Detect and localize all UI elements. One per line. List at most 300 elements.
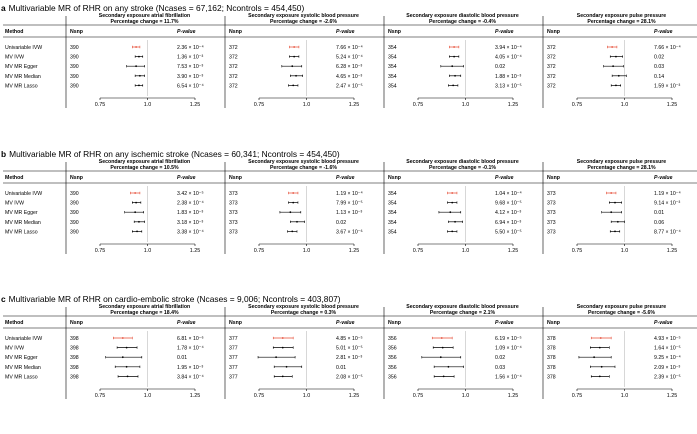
nsnp-value: 372 [547,64,556,71]
point-estimate [601,366,603,368]
x-tick-label: 1.0 [143,102,152,108]
pvalue-value: 0.02 [654,54,665,61]
subpanel-1 [66,159,204,254]
pvalue-value: 6.28 × 10⁻³ [336,64,363,71]
nsnp-value: 377 [229,364,238,371]
panel-letter: b [1,149,7,159]
subpanel-title: Secondary exposure diastolic blood pressure [406,159,519,165]
point-estimate [138,85,140,87]
subpanel-3 [384,13,522,108]
nsnp-header: Nsnp [388,29,401,35]
nsnp-header: Nsnp [229,320,242,326]
pvalue-value: 7.66 × 10⁻⁴ [336,45,363,51]
x-tick-label: 1.0 [302,393,311,399]
point-estimate [599,347,601,349]
nsnp-value: 354 [388,83,397,90]
nsnp-header: Nsnp [547,320,560,326]
subpanel-title: Secondary exposure atrial fibrillation [98,304,191,310]
nsnp-value: 354 [388,219,397,226]
pvalue-value: 2.38 × 10⁻⁴ [177,200,204,207]
nsnp-value: 390 [70,219,79,226]
x-tick-label: 0.75 [412,248,424,254]
pvalue-value: 7.99 × 10⁻⁵ [336,200,363,207]
pvalue-value: 8.77 × 10⁻⁴ [654,229,681,236]
pvalue-header: P-value [336,29,355,35]
point-estimate [292,202,294,204]
pvalue-header: P-value [177,175,196,181]
point-estimate [282,337,284,339]
percentage-change: Percentage change = 0.3% [270,310,337,316]
nsnp-header: Nsnp [229,29,242,35]
subpanel-title: Secondary exposure pulse pressure [576,159,667,165]
nsnp-value: 372 [547,73,556,80]
pvalue-value: 3.84 × 10⁻⁴ [177,374,204,381]
pvalue-value: 3.94 × 10⁻⁴ [495,45,522,51]
point-estimate [292,192,294,194]
x-tick-label: 1.25 [507,102,519,108]
nsnp-header: Nsnp [70,175,83,181]
point-estimate [615,56,617,58]
pvalue-value: 9.25 × 10⁻⁴ [654,355,681,362]
percentage-change: Percentage change = 10.5% [110,165,179,171]
nsnp-value: 372 [229,64,238,71]
point-estimate [126,347,128,349]
method-label: MV MR Median [5,364,41,371]
pvalue-value: 1.83 × 10⁻³ [177,210,204,217]
pvalue-header: P-value [177,320,196,326]
point-estimate [449,211,451,213]
pvalue-value: 0.14 [654,73,665,80]
percentage-change: Percentage change = 28.1% [587,19,656,25]
x-tick-label: 0.75 [571,102,583,108]
nsnp-value: 354 [388,54,397,61]
pvalue-value: 0.01 [177,355,188,362]
pvalue-value: 3.42 × 10⁻⁵ [177,191,204,197]
nsnp-header: Nsnp [229,175,242,181]
nsnp-value: 354 [388,45,397,51]
x-tick-label: 0.75 [94,248,106,254]
nsnp-value: 372 [547,54,556,61]
point-estimate [610,211,612,213]
x-tick-label: 0.75 [94,102,106,108]
method-label: MV MR Median [5,219,41,226]
subpanel-title: Secondary exposure pulse pressure [576,304,667,310]
method-label: MV MR Egger [5,64,38,71]
nsnp-value: 356 [388,374,397,381]
point-estimate [275,356,277,358]
percentage-change: Percentage change = -1.6% [269,165,338,171]
pvalue-header: P-value [336,320,355,326]
pvalue-value: 0.02 [495,355,506,362]
nsnp-value: 378 [547,336,556,342]
nsnp-value: 354 [388,73,397,80]
nsnp-value: 354 [388,64,397,71]
subpanel-title: Secondary exposure systolic blood pressure [248,159,359,165]
nsnp-value: 373 [547,191,556,197]
method-label: MV MR Egger [5,355,38,362]
subpanel-title: Secondary exposure diastolic blood pressure [406,304,519,310]
pvalue-value: 9.14 × 10⁻³ [654,200,681,207]
percentage-change: Percentage change = 18.4% [110,310,179,316]
nsnp-value: 390 [70,45,79,51]
method-label: MV MR Lasso [5,374,38,381]
percentage-change: Percentage change = -0.4% [428,19,497,25]
nsnp-value: 378 [547,374,556,381]
nsnp-value: 390 [70,83,79,90]
method-label: MV MR Lasso [5,229,38,236]
nsnp-header: Nsnp [547,29,560,35]
point-estimate [451,65,453,67]
nsnp-value: 377 [229,374,238,381]
subpanel-2 [225,304,363,399]
nsnp-value: 390 [70,54,79,61]
x-tick-label: 1.0 [620,248,629,254]
point-estimate [138,56,140,58]
subpanel-title: Secondary exposure systolic blood pressure [248,13,359,19]
point-estimate [454,221,456,223]
point-estimate [452,85,454,87]
pvalue-value: 0.02 [495,64,506,71]
pvalue-value: 1.36 × 10⁻³ [177,54,204,61]
x-tick-label: 0.75 [253,102,265,108]
nsnp-header: Nsnp [388,320,401,326]
pvalue-value: 1.19 × 10⁻⁴ [654,191,681,197]
pvalue-value: 1.95 × 10⁻³ [177,364,204,371]
pvalue-value: 1.59 × 10⁻³ [654,83,681,90]
pvalue-value: 3.67 × 10⁻⁶ [336,229,363,236]
pvalue-value: 2.81 × 10⁻³ [336,355,363,362]
nsnp-value: 390 [70,229,79,236]
x-tick-label: 1.25 [189,248,201,254]
nsnp-value: 398 [70,364,79,371]
point-estimate [282,347,284,349]
point-estimate [442,347,444,349]
pvalue-value: 7.53 × 10⁻³ [177,64,204,71]
pvalue-header: P-value [654,175,673,181]
x-tick-label: 1.25 [189,393,201,399]
nsnp-value: 354 [388,191,397,197]
point-estimate [453,56,455,58]
nsnp-value: 372 [229,83,238,90]
pvalue-header: P-value [336,175,355,181]
x-tick-label: 1.25 [666,393,678,399]
pvalue-header: P-value [177,29,196,35]
method-label: Univariable IVW [5,336,43,342]
panel-title [1,294,341,304]
pvalue-header: P-value [654,320,673,326]
point-estimate [599,376,601,378]
x-tick-label: 0.75 [94,393,106,399]
point-estimate [593,356,595,358]
x-tick-label: 1.0 [461,393,470,399]
method-label: Univariable IVW [5,45,43,51]
nsnp-value: 356 [388,355,397,362]
method-header: Method [5,175,24,181]
point-estimate [611,46,613,48]
pvalue-value: 4.12 × 10⁻³ [495,210,522,217]
x-tick-label: 1.25 [348,248,360,254]
x-tick-label: 1.0 [620,393,629,399]
point-estimate [291,65,293,67]
subpanel-title: Secondary exposure atrial fibrillation [98,13,191,19]
nsnp-value: 373 [229,191,238,197]
subpanel-3 [384,304,522,399]
point-estimate [451,202,453,204]
pvalue-header: P-value [495,320,514,326]
point-estimate [138,221,140,223]
panel-letter: c [1,294,6,304]
pvalue-header: P-value [495,175,514,181]
subpanel-title: Secondary exposure atrial fibrillation [98,159,191,165]
pvalue-value: 1.88 × 10⁻³ [495,73,522,80]
nsnp-value: 378 [547,355,556,362]
subpanel-2 [225,159,363,254]
nsnp-value: 373 [547,210,556,217]
pvalue-value: 0.03 [495,364,506,371]
point-estimate [454,75,456,77]
nsnp-value: 398 [70,355,79,362]
point-estimate [441,337,443,339]
point-estimate [618,75,620,77]
point-estimate [289,211,291,213]
point-estimate [292,85,294,87]
nsnp-value: 390 [70,191,79,197]
method-label: MV MR Median [5,73,41,80]
pvalue-value: 1.19 × 10⁻⁴ [336,191,363,197]
pvalue-value: 2.09 × 10⁻³ [654,364,681,371]
pvalue-value: 1.56 × 10⁻⁴ [495,374,522,381]
point-estimate [600,337,602,339]
x-tick-label: 1.25 [507,248,519,254]
method-label: MV IVW [5,54,25,61]
panel-title [1,3,304,13]
pvalue-value: 6.94 × 10⁻³ [495,219,522,226]
x-tick-label: 0.75 [253,393,265,399]
point-estimate [127,376,129,378]
nsnp-value: 372 [229,45,238,51]
pvalue-value: 3.18 × 10⁻³ [177,219,204,226]
nsnp-value: 372 [229,54,238,61]
point-estimate [135,202,137,204]
nsnp-value: 373 [547,229,556,236]
point-estimate [612,65,614,67]
point-estimate [293,46,295,48]
panel-c [1,294,697,399]
pvalue-value: 6.54 × 10⁻⁴ [177,83,204,90]
percentage-change: Percentage change = -5.6% [587,310,656,316]
point-estimate [614,202,616,204]
point-estimate [614,231,616,233]
pvalue-value: 4.05 × 10⁻⁴ [495,54,522,61]
panel-b [1,149,697,254]
subpanel-3 [384,159,522,254]
x-tick-label: 1.25 [507,393,519,399]
x-tick-label: 1.25 [666,248,678,254]
x-tick-label: 1.0 [143,393,152,399]
point-estimate [443,376,445,378]
panel-title [1,149,340,159]
nsnp-value: 373 [229,210,238,217]
point-estimate [296,221,298,223]
nsnp-value: 390 [70,200,79,207]
x-tick-label: 1.0 [302,248,311,254]
pvalue-value: 0.03 [654,64,665,71]
nsnp-value: 398 [70,345,79,352]
panel-title-text: Multivariable MR of RHR on cardio-embolic stroke (Ncases = 9,006; Ncontrols = 403,807) [8,294,341,304]
x-tick-label: 1.25 [189,102,201,108]
point-estimate [122,337,124,339]
nsnp-value: 390 [70,210,79,217]
nsnp-value: 373 [229,200,238,207]
nsnp-value: 377 [229,345,238,352]
point-estimate [448,366,450,368]
point-estimate [282,376,284,378]
nsnp-value: 378 [547,364,556,371]
nsnp-header: Nsnp [547,175,560,181]
pvalue-value: 2.08 × 10⁻⁵ [336,374,363,381]
subpanel-1 [66,13,204,108]
pvalue-value: 3.90 × 10⁻³ [177,73,204,80]
x-tick-label: 0.75 [412,393,424,399]
percentage-change: Percentage change = 28.1% [587,165,656,171]
point-estimate [451,192,453,194]
nsnp-header: Nsnp [70,29,83,35]
nsnp-value: 356 [388,345,397,352]
pvalue-value: 4.85 × 10⁻⁵ [336,336,363,342]
subpanel-title: Secondary exposure systolic blood pressure [248,304,359,310]
point-estimate [293,56,295,58]
pvalue-value: 1.13 × 10⁻³ [336,210,363,217]
point-estimate [134,192,136,194]
pvalue-value: 1.09 × 10⁻⁴ [495,345,522,352]
x-tick-label: 0.75 [571,248,583,254]
point-estimate [139,75,141,77]
point-estimate [617,221,619,223]
pvalue-value: 4.65 × 10⁻³ [336,73,363,80]
nsnp-value: 390 [70,73,79,80]
point-estimate [295,75,297,77]
nsnp-value: 390 [70,64,79,71]
method-label: MV MR Egger [5,210,38,217]
panel-letter: a [1,3,6,13]
nsnp-value: 373 [547,219,556,226]
percentage-change: Percentage change = -0.1% [428,165,497,171]
point-estimate [134,211,136,213]
pvalue-value: 5.01 × 10⁻⁵ [336,345,363,352]
panel-title-text: Multivariable MR of RHR on any ischemic stroke (Ncases = 60,341; Ncontrols = 454,450) [9,149,340,159]
pvalue-value: 3.38 × 10⁻⁴ [177,229,204,236]
x-tick-label: 1.0 [620,102,629,108]
pvalue-value: 0.02 [336,219,347,226]
percentage-change: Percentage change = 11.7% [110,19,179,25]
nsnp-value: 354 [388,200,397,207]
nsnp-value: 356 [388,336,397,342]
nsnp-value: 373 [547,200,556,207]
method-label: MV IVW [5,200,25,207]
point-estimate [615,85,617,87]
subpanel-4 [543,304,681,399]
subpanel-2 [225,13,363,108]
pvalue-value: 7.66 × 10⁻⁴ [654,45,681,51]
method-label: MV MR Lasso [5,83,38,90]
nsnp-value: 354 [388,210,397,217]
pvalue-value: 2.36 × 10⁻⁴ [177,45,204,51]
nsnp-value: 356 [388,364,397,371]
x-tick-label: 1.25 [348,102,360,108]
x-tick-label: 1.25 [666,102,678,108]
nsnp-value: 354 [388,229,397,236]
x-tick-label: 1.0 [143,248,152,254]
method-header: Method [5,29,24,35]
point-estimate [126,366,128,368]
panel-a [1,3,697,108]
point-estimate [453,46,455,48]
nsnp-value: 378 [547,345,556,352]
pvalue-value: 1.78 × 10⁻⁴ [177,345,204,352]
panel-title-text: Multivariable MR of RHR on any stroke (Ncases = 67,162; Ncontrols = 454,450) [8,3,305,13]
point-estimate [136,231,138,233]
x-tick-label: 1.0 [461,102,470,108]
x-tick-label: 0.75 [253,248,265,254]
pvalue-value: 4.93 × 10⁻⁵ [654,336,681,342]
pvalue-header: P-value [654,29,673,35]
pvalue-value: 0.01 [654,210,665,217]
point-estimate [440,356,442,358]
pvalue-value: 3.13 × 10⁻⁵ [495,83,522,90]
nsnp-value: 398 [70,336,79,342]
x-tick-label: 1.0 [461,248,470,254]
nsnp-value: 372 [547,45,556,51]
subpanel-1 [66,304,204,399]
method-header: Method [5,320,24,326]
nsnp-value: 377 [229,355,238,362]
pvalue-value: 5.24 × 10⁻⁴ [336,54,363,61]
subpanel-title: Secondary exposure diastolic blood pressure [406,13,519,19]
x-tick-label: 0.75 [412,102,424,108]
nsnp-header: Nsnp [388,175,401,181]
nsnp-value: 373 [229,219,238,226]
subpanel-4 [543,13,681,108]
x-tick-label: 1.0 [302,102,311,108]
percentage-change: Percentage change = 2.1% [429,310,496,316]
method-label: Univariable IVW [5,191,43,197]
pvalue-value: 5.50 × 10⁻⁵ [495,229,522,236]
nsnp-value: 373 [229,229,238,236]
percentage-change: Percentage change = -2.6% [269,19,338,25]
point-estimate [122,356,124,358]
pvalue-value: 2.47 × 10⁻⁵ [336,83,363,90]
nsnp-value: 372 [547,83,556,90]
point-estimate [610,192,612,194]
point-estimate [451,231,453,233]
nsnp-value: 398 [70,374,79,381]
subpanel-title: Secondary exposure pulse pressure [576,13,667,19]
method-label: MV IVW [5,345,25,352]
pvalue-value: 6.19 × 10⁻⁵ [495,336,522,342]
point-estimate [291,231,293,233]
subpanel-4 [543,159,681,254]
pvalue-value: 2.39 × 10⁻⁵ [654,374,681,381]
x-tick-label: 1.25 [348,393,360,399]
nsnp-value: 377 [229,336,238,342]
point-estimate [135,65,137,67]
x-tick-label: 0.75 [571,393,583,399]
nsnp-header: Nsnp [70,320,83,326]
point-estimate [286,366,288,368]
pvalue-value: 0.01 [336,364,347,371]
pvalue-value: 1.04 × 10⁻⁴ [495,191,522,197]
point-estimate [135,46,137,48]
